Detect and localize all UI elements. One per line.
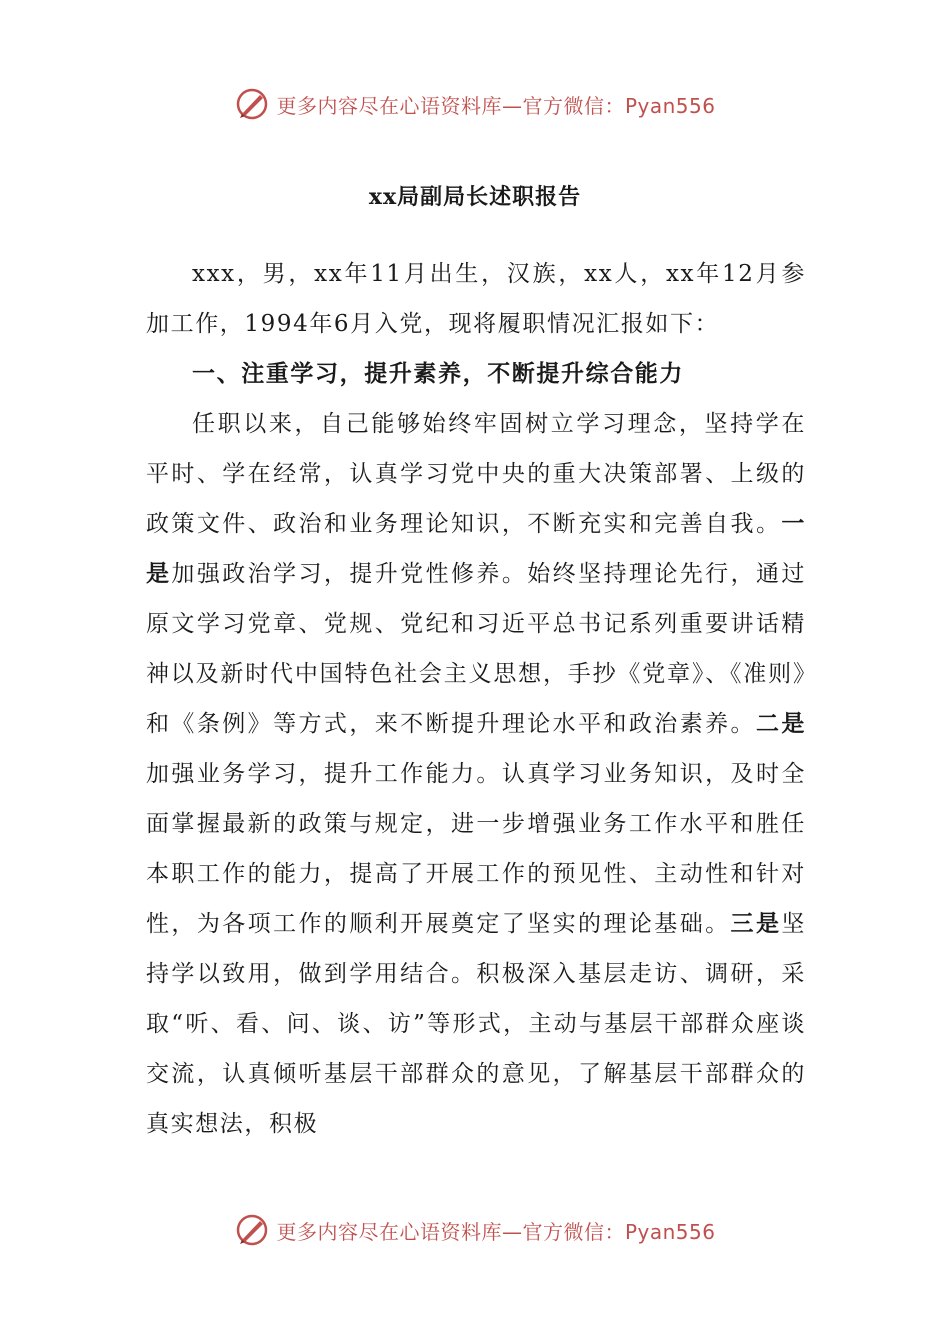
watermark-text: 更多内容尽在心语资料库—官方微信：Pyan556: [276, 93, 716, 118]
watermark-header: [0, 84, 950, 124]
paragraph-text: 加强业务学习，提升工作能力。认真学习业务知识，及时全面掌握最新的政策与规定，进一步增强业务工作水平和胜任本职工作的能力，提高了开展工作的预见性、主动性和针对性，为各项工作的顺利开展奠定了坚实的理论基础。: [146, 761, 806, 937]
point-label: 三是: [730, 910, 782, 937]
section-paragraph: [146, 399, 806, 1149]
pen-logo-icon: [234, 1212, 270, 1248]
watermark-footer: [0, 1210, 950, 1250]
paragraph-text: 任职以来，自己能够始终牢固树立学习理念，坚持学在平时、学在经常，认真学习党中央的重大决策部署、上级的政策文件、政治和业务理论知识，不断充实和完善自我。: [146, 411, 806, 537]
point-label: 一是: [146, 510, 806, 587]
pen-logo-icon: [234, 86, 270, 122]
point-label: 二是: [755, 710, 807, 737]
document-title: xx局副局长述职报告: [368, 184, 582, 210]
document-body: [146, 249, 806, 1149]
section-heading: 一、注重学习，提升素养，不断提升综合能力: [192, 360, 684, 387]
intro-paragraph: xxx，男，xx年11月出生，汉族，xx人，xx年12月参加工作，1994年6月入党，现将履职情况汇报如下：: [146, 261, 806, 337]
watermark-text: 更多内容尽在心语资料库—官方微信：Pyan556: [276, 1219, 716, 1244]
paragraph-text: 坚持学以致用，做到学用结合。积极深入基层走访、调研，采取“听、看、问、谈、访”等形式，主动与基层干部群众座谈交流，认真倾听基层干部群众的意见，了解基层干部群众的真实想法，积极: [146, 911, 806, 1137]
paragraph-text: 加强政治学习，提升党性修养。始终坚持理论先行，通过原文学习党章、党规、党纪和习近平总书记系列重要讲话精神以及新时代中国特色社会主义思想，手抄《党章》、《准则》和《条例》等方式，来不断提升理论水平和政治素养。: [146, 561, 806, 737]
